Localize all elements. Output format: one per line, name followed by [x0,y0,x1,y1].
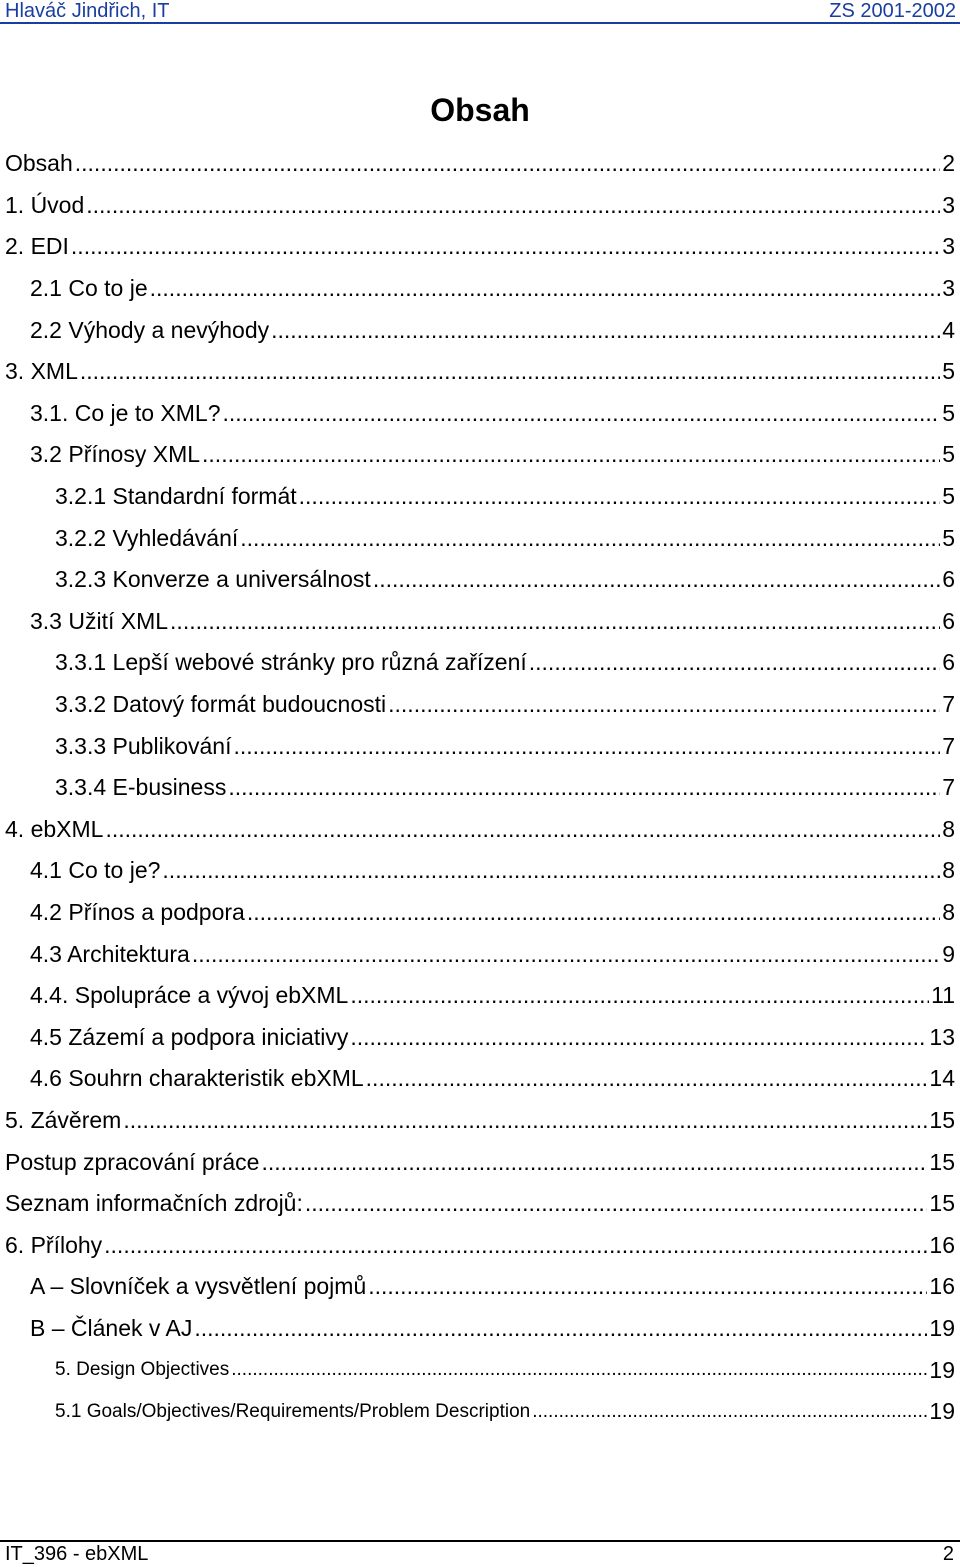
toc-entry[interactable] [0,559,960,601]
toc-entry[interactable] [0,684,960,726]
toc-entry-page-number: 6 [942,566,955,593]
toc-entry-page-number: 5 [942,441,955,468]
toc-entry[interactable] [0,434,960,476]
toc-entry-page-number: 5 [942,483,955,510]
footer-doc-id: IT_396 - ebXML [5,1543,149,1565]
toc-entry-page-number: 15 [929,1190,955,1217]
toc-entry-title: Seznam informačních zdrojů: [5,1190,303,1217]
toc-entry-page-number: 3 [942,275,955,302]
toc-entry-page-number: 13 [929,1023,955,1050]
toc-entry[interactable] [0,268,960,310]
toc-dot-leader [366,1065,928,1092]
toc-entry-title: 3.3.3 Publikování [55,732,232,759]
toc-dot-leader [350,1024,927,1051]
toc-entry-page-number: 3 [942,191,955,218]
toc-entry-page-number: 7 [942,774,955,801]
toc-entry[interactable] [0,1391,960,1433]
toc-entry[interactable] [0,1058,960,1100]
toc-entry-title: 3.3.1 Lepší webové stránky pro různá zařízení [55,649,527,676]
toc-entry[interactable] [0,809,960,851]
toc-dot-leader [223,400,941,427]
toc-entry[interactable] [0,1141,960,1183]
toc-entry-title: 3.3.2 Datový formát budoucnosti [55,691,387,718]
toc-dot-leader [529,649,940,676]
toc-entry-page-number: 6 [942,607,955,634]
toc-entry[interactable] [0,517,960,559]
toc-entry-page-number: 3 [942,233,955,260]
table-of-contents [0,143,960,1432]
toc-dot-leader [373,566,940,593]
toc-entry-page-number: 7 [942,691,955,718]
toc-entry[interactable] [0,1016,960,1058]
toc-entry-page-number: 8 [942,898,955,925]
toc-entry-title: Postup zpracování práce [5,1148,260,1175]
toc-entry-page-number: 15 [929,1148,955,1175]
toc-entry[interactable] [0,1266,960,1308]
footer-page-number: 2 [942,1543,954,1565]
toc-entry-page-number: 19 [929,1356,955,1383]
toc-entry-page-number: 8 [942,815,955,842]
toc-entry-title: 2.2 Výhody a nevýhody [30,316,270,343]
toc-entry-title: 2.1 Co to je [30,275,148,302]
toc-entry[interactable] [0,226,960,268]
toc-entry-page-number: 14 [929,1065,955,1092]
toc-entry[interactable] [0,476,960,518]
toc-dot-leader [192,941,940,968]
toc-entry-page-number: 8 [942,857,955,884]
toc-dot-leader [388,691,940,718]
toc-dot-leader [532,1401,927,1423]
toc-dot-leader [368,1273,927,1300]
toc-entry-title: 5. Design Objectives [55,1359,230,1381]
toc-entry-title: 3.3.4 E-business [55,774,227,801]
toc-dot-leader [299,483,941,510]
toc-dot-leader [123,1107,927,1134]
header-author: Hlaváč Jindřich, IT [5,0,170,22]
toc-entry-title: 4.6 Souhrn charakteristik ebXML [30,1065,364,1092]
toc-dot-leader [150,275,941,302]
toc-entry-page-number: 9 [942,940,955,967]
toc-entry-title: 4. ebXML [5,815,104,842]
toc-entry-title: 3.3 Užití XML [30,607,169,634]
toc-entry[interactable] [0,351,960,393]
toc-dot-leader [71,233,940,260]
toc-dot-leader [86,192,940,219]
page-header [0,0,960,24]
toc-dot-leader [80,358,940,385]
toc-entry-title: 3.2.2 Vyhledávání [55,524,239,551]
toc-entry-page-number: 7 [942,732,955,759]
toc-entry-title: 3.2.3 Konverze a universálnost [55,566,371,593]
toc-dot-leader [162,857,940,884]
toc-entry-title: 3.2.1 Standardní formát [55,483,297,510]
toc-entry-page-number: 16 [929,1273,955,1300]
toc-entry[interactable] [0,601,960,643]
toc-dot-leader [271,317,940,344]
toc-dot-leader [261,1149,927,1176]
toc-entry[interactable] [0,642,960,684]
toc-entry-title: 3. XML [5,358,78,385]
toc-dot-leader [228,774,940,801]
toc-entry[interactable] [0,1183,960,1225]
toc-dot-leader [105,816,940,843]
toc-dot-leader [104,1232,927,1259]
toc-dot-leader [231,1359,927,1381]
toc-entry-page-number: 2 [942,150,955,177]
toc-entry-title: 1. Úvod [5,191,85,218]
toc-dot-leader [194,1315,927,1342]
toc-entry-page-number: 5 [942,358,955,385]
toc-dot-leader [170,608,940,635]
toc-entry-page-number: 11 [931,982,955,1009]
toc-entry-title: 4.5 Zázemí a podpora iniciativy [30,1023,349,1050]
toc-dot-leader [350,982,929,1009]
toc-entry[interactable] [0,850,960,892]
page-footer [0,1540,960,1567]
toc-entry-title: 6. Přílohy [5,1231,103,1258]
toc-entry-title: Obsah [5,150,73,177]
toc-entry-page-number: 19 [929,1314,955,1341]
toc-dot-leader [233,733,940,760]
toc-entry-page-number: 5 [942,524,955,551]
toc-entry[interactable] [0,309,960,351]
toc-entry[interactable] [0,1100,960,1142]
toc-entry-title: 5. Závěrem [5,1106,122,1133]
toc-entry-title: 2. EDI [5,233,69,260]
toc-entry[interactable] [0,1308,960,1350]
toc-entry-title: 4.4. Spolupráce a vývoj ebXML [30,982,349,1009]
toc-dot-leader [202,441,940,468]
toc-dot-leader [75,150,940,177]
toc-entry-page-number: 5 [942,399,955,426]
toc-entry[interactable] [0,892,960,934]
toc-entry-page-number: 16 [929,1231,955,1258]
page-title: Obsah [430,92,530,128]
toc-entry-title: 4.3 Architektura [30,940,190,967]
toc-entry-page-number: 4 [942,316,955,343]
toc-entry-title: A – Slovníček a vysvětlení pojmů [30,1273,367,1300]
toc-dot-leader [240,525,940,552]
toc-entry-page-number: 19 [929,1398,955,1425]
toc-entry[interactable] [0,185,960,227]
toc-entry-page-number: 6 [942,649,955,676]
toc-entry-title: 3.2 Přínosy XML [30,441,201,468]
toc-entry-page-number: 15 [929,1106,955,1133]
toc-entry[interactable] [0,143,960,185]
toc-entry-title: 4.2 Přínos a podpora [30,898,245,925]
toc-entry-title: 5.1 Goals/Objectives/Requirements/Problem Description [55,1400,531,1422]
toc-entry[interactable] [0,1349,960,1391]
toc-entry[interactable] [0,975,960,1017]
toc-entry-title: 3.1. Co je to XML? [30,399,221,426]
toc-entry-title: B – Článek v AJ [30,1314,193,1341]
toc-entry[interactable] [0,725,960,767]
toc-entry[interactable] [0,1224,960,1266]
toc-dot-leader [247,899,940,926]
toc-entry[interactable] [0,933,960,975]
toc-dot-leader [305,1190,928,1217]
header-term: ZS 2001-2002 [829,0,956,22]
toc-entry[interactable] [0,393,960,435]
toc-entry[interactable] [0,767,960,809]
toc-entry-title: 4.1 Co to je? [30,857,161,884]
